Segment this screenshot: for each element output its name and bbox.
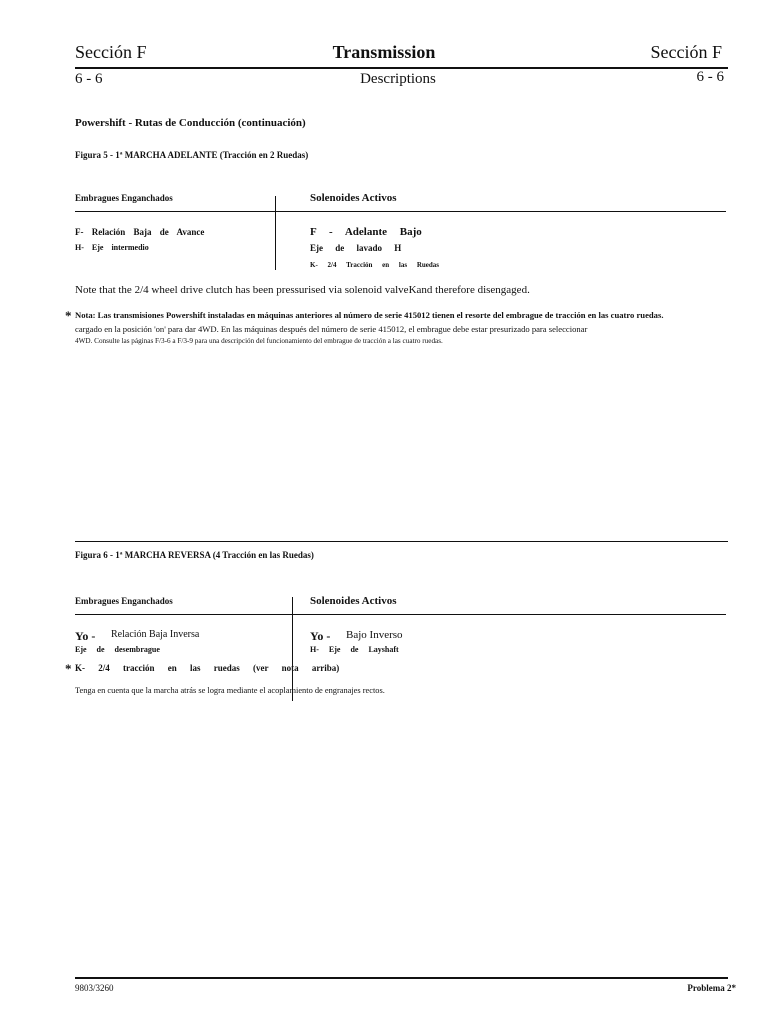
figure5-right-row: K- 2/4 Tracción en las Ruedas <box>310 261 439 269</box>
figure5-left-row: H- Eje intermedio <box>75 243 149 252</box>
intro-heading: Powershift - Rutas de Conducción (continuación) <box>75 117 306 129</box>
page-subtitle: Descriptions <box>360 71 436 87</box>
footer-doc-number: 9803/3260 <box>75 983 114 993</box>
figure6-right-row: H- Eje de Layshaft <box>310 645 399 654</box>
figure6-right-header: Solenoides Activos <box>310 595 397 607</box>
figure5-note-line: cargado en la posición 'on' para dar 4WD. En las máquinas después del número de serie 415012, el embrague debe estar presurizado para seleccionar <box>75 324 588 334</box>
figure5-left-header: Embragues Enganchados <box>75 193 173 203</box>
figure6-left-row: Eje de desembrague <box>75 645 160 654</box>
figure6-right-row: Bajo Inverso <box>346 629 403 641</box>
header-section-right: Sección F <box>650 42 722 62</box>
page-number-right: 6 - 6 <box>696 69 724 85</box>
figure5-table-rule <box>75 211 726 212</box>
figure6-right-prefix: Yo - <box>310 629 331 643</box>
figure5-note-en: Note that the 2/4 wheel drive clutch has been pressurised via solenoid valveKand therefore disengaged. <box>75 284 530 296</box>
note-asterisk: * <box>65 308 72 323</box>
figure5-right-row: F - Adelante Bajo <box>310 226 422 238</box>
figure6-left-row: Relación Baja Inversa <box>111 629 200 640</box>
note-asterisk: * <box>65 661 72 676</box>
figure5-left-row: F- Relación Baja de Avance <box>75 227 205 237</box>
footer-rule <box>75 977 728 979</box>
figure5-note-line: 4WD. Consulte las páginas F/3-6 a F/3-9 para una descripción del funcionamiento del embrague de tracción a las cuatro ruedas. <box>75 337 443 345</box>
figure5-note-line: Nota: Las transmisiones Powershift instaladas en máquinas anteriores al número de serie 415012 tienen el resorte del embrague de tracción en las cuatro ruedas. <box>75 310 664 320</box>
figure5-right-header: Solenoides Activos <box>310 192 397 204</box>
figure6-note: Tenga en cuenta que la marcha atrás se logra mediante el acoplamiento de engranajes rectos. <box>75 686 385 695</box>
figure5-column-divider <box>275 196 276 270</box>
figure6-table-rule <box>75 614 726 615</box>
figure6-left-prefix: Yo - <box>75 629 96 643</box>
section-rule <box>75 541 728 542</box>
header-rule <box>75 67 728 69</box>
footer-issue: Problema 2* <box>687 983 736 993</box>
figure6-left-row: K- 2/4 tracción en las ruedas (ver nota arriba) <box>75 663 340 673</box>
page-title: Transmission <box>332 42 436 62</box>
figure6-caption: Figura 6 - 1ª MARCHA REVERSA (4 Tracción en las Ruedas) <box>75 550 314 560</box>
header-section-left: Sección F <box>75 42 147 62</box>
figure5-caption: Figura 5 - 1ª MARCHA ADELANTE (Tracción en 2 Ruedas) <box>75 150 309 160</box>
page-number-left: 6 - 6 <box>75 71 103 87</box>
figure6-left-header: Embragues Enganchados <box>75 596 173 606</box>
figure5-right-row: Eje de lavado H <box>310 243 402 253</box>
